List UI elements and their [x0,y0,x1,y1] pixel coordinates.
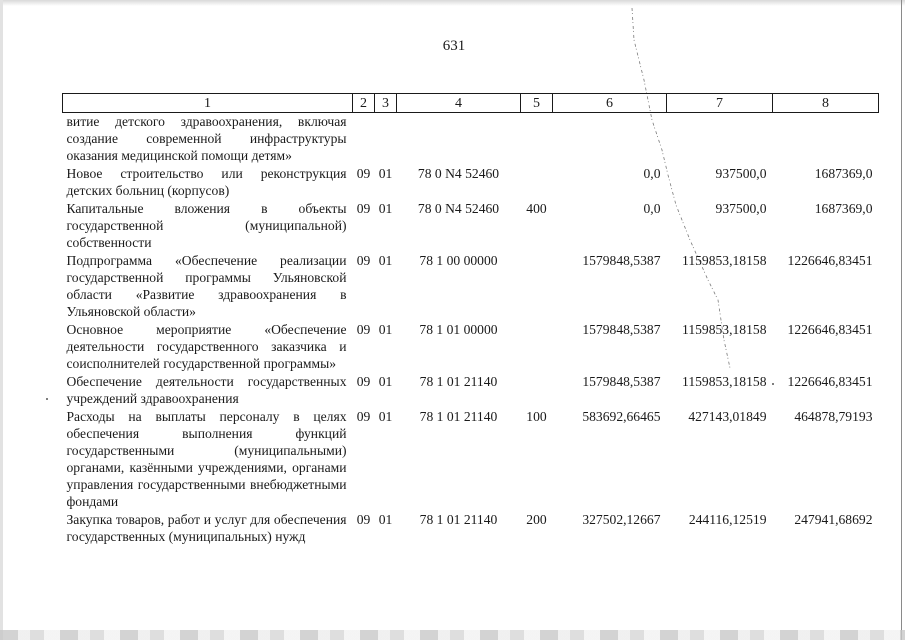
table-row [63,321,879,373]
target-article-code: 78 1 01 21140 [419,512,498,527]
column-header: 6 [553,94,667,113]
expense-type-code [521,321,553,373]
amount-col-8: 464878,79193 [794,409,873,424]
section-code: 09 [356,166,371,181]
amount-col-8: 1687369,0 [814,201,873,216]
column-header: 1 [63,94,353,113]
column-header: 7 [667,94,773,113]
amount-col-6: 1579848,5387 [582,322,661,337]
section-code: 09 [356,374,371,389]
section-code: 09 [356,409,371,424]
target-article-code: 78 1 01 00000 [419,322,498,337]
amount-col-6: 1579848,5387 [582,253,661,268]
amount-col-8: 1226646,83451 [787,374,873,389]
subsection-code: 01 [378,253,393,268]
amount-col-8: 1226646,83451 [787,322,873,337]
subsection-code: 01 [378,512,393,527]
amount-col-6: 0,0 [643,201,661,216]
subsection-code: 01 [378,166,393,181]
scan-edge-right [901,0,902,640]
table-row [63,373,879,408]
section-code: 09 [356,322,371,337]
target-article-code: 78 1 01 21140 [419,409,498,424]
expense-type-code: 100 [526,409,547,424]
expense-type-code [521,113,553,166]
amount-col-7: 1159853,18158 [682,322,767,337]
scan-speck [46,398,48,400]
expense-type-code [521,252,553,321]
column-header: 3 [375,94,397,113]
table-row [63,252,879,321]
amount-col-7: 244116,12519 [688,512,767,527]
amount-col-7: 1159853,18158 [682,253,767,268]
column-header: 5 [521,94,553,113]
section-code: 09 [356,512,371,527]
amount-col-6 [553,113,667,166]
column-header: 2 [353,94,375,113]
scan-edge-bottom [0,630,905,640]
page-number: 631 [442,38,466,54]
amount-col-7: 937500,0 [715,166,767,181]
target-article-code: 78 0 N4 52460 [417,166,500,181]
section-code: 09 [356,201,371,216]
subsection-code: 01 [378,201,393,216]
budget-table [62,93,879,546]
row-description: Подпрограмма «Обеспечение реализации государственной программы Ульяновской области «Развитие здравоохранения в Ульяновской области» [66,253,347,319]
row-description: Капитальные вложения в объекты государственной (муниципальной) собственности [66,201,347,250]
amount-col-7: 1159853,18158 [682,374,767,389]
table-row [63,511,879,546]
row-description: Обеспечение деятельности государственных учреждений здравоохранения [66,374,347,406]
row-description: Новое строительство или реконструкция детских больниц (корпусов) [66,166,347,198]
table-row [63,113,879,166]
column-header: 8 [773,94,879,113]
expense-type-code: 200 [526,512,547,527]
amount-col-7: 427143,01849 [688,409,767,424]
subsection-code: 01 [378,409,393,424]
table-header-row [63,94,879,113]
subsection-code [375,113,397,166]
amount-col-8: 247941,68692 [794,512,873,527]
target-article-code: 78 1 01 21140 [419,374,498,389]
section-code [353,113,375,166]
row-description: Закупка товаров, работ и услуг для обеспечения государственных (муниципальных) нужд [66,512,347,544]
expense-type-code: 400 [526,201,547,216]
row-description: Расходы на выплаты персоналу в целях обеспечения выполнения функций государственными (муниципальными) органами, казёнными учреждениями, органами управления государственными внебюджетными фондами [66,409,347,509]
amount-col-6: 327502,12667 [582,512,661,527]
section-code: 09 [356,253,371,268]
scan-edge-left [0,0,3,640]
table-row [63,408,879,511]
target-article-code: 78 1 00 00000 [419,253,498,268]
scan-edge-top [0,0,905,6]
target-article-code [397,113,521,166]
row-description: витие детского здравоохранения, включая создание современной инфраструктуры оказания медицинской помощи детям» [66,114,347,163]
amount-col-6: 1579848,5387 [582,374,661,389]
amount-col-6: 583692,66465 [582,409,661,424]
amount-col-8: 1226646,83451 [787,253,873,268]
table-row [63,200,879,252]
target-article-code: 78 0 N4 52460 [417,201,500,216]
amount-col-7 [667,113,773,166]
amount-col-6: 0,0 [643,166,661,181]
row-description: Основное мероприятие «Обеспечение деятельности государственного заказчика и соисполнителей государственной программы» [66,322,347,371]
subsection-code: 01 [378,322,393,337]
amount-col-8: 1687369,0 [814,166,873,181]
amount-col-7: 937500,0 [715,201,767,216]
column-header: 4 [397,94,521,113]
amount-col-8 [773,113,879,166]
table-row [63,165,879,200]
subsection-code: 01 [378,374,393,389]
expense-type-code [521,373,553,408]
expense-type-code [521,165,553,200]
